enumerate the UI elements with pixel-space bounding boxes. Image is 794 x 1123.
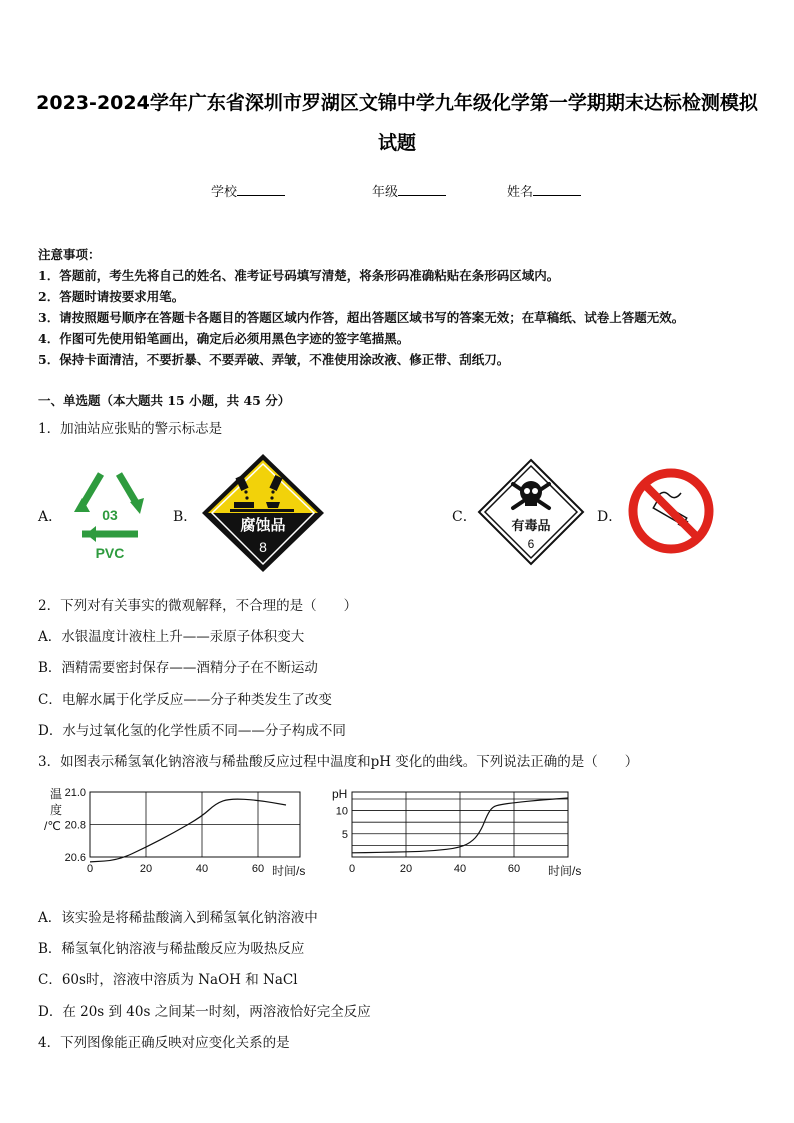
name-label: 姓名	[507, 185, 534, 200]
question-1-stem: 1．加油站应张贴的警示标志是	[38, 421, 223, 437]
q3-option-d[interactable]: D．在 20s 到 40s 之间某一时刻，两溶液恰好完全反应	[38, 1004, 371, 1020]
page-title: 2023-2024学年广东省深圳市罗湖区文锦中学九年级化学第一学期期末达标检测模拟	[36, 92, 758, 114]
note-item: 1．答题前，考生先将自己的姓名、准考证号码填写清楚，将条形码准确粘贴在条形码区域内。	[38, 268, 560, 283]
corrosive-class-number: 8	[259, 539, 267, 555]
chart1-ylabel-part: 温	[50, 787, 63, 801]
chart2-x-tick: 40	[453, 863, 467, 875]
toxic-label: 有毒品	[511, 518, 551, 533]
chart2-x-tick: 20	[399, 863, 413, 875]
q2-option-b[interactable]: B．酒精需要密封保存——酒精分子在不断运动	[38, 660, 318, 676]
chart2-x-tick: 60	[507, 863, 521, 875]
recycle-material: PVC	[95, 545, 125, 561]
chart1-y-tick: 20.8	[64, 819, 86, 832]
notes-heading: 注意事项：	[38, 247, 101, 262]
name-field[interactable]	[507, 181, 581, 200]
q3-option-a[interactable]: A．该实验是将稀盐酸滴入到稀氢氧化钠溶液中	[38, 910, 318, 926]
q3-option-c[interactable]: C．60s时，溶液中溶质为 NaOH 和 NaCl	[38, 972, 298, 988]
note-item: 3．请按照题号顺序在答题卡各题目的答题区域内作答，超出答题区域书写的答案无效；在草稿纸、试卷上答题无效。	[38, 310, 685, 325]
q3-option-b[interactable]: B．稀氢氧化钠溶液与稀盐酸反应为吸热反应	[38, 941, 305, 957]
q1-option-d-label: D．	[597, 509, 623, 525]
note-item: 5．保持卡面清洁，不要折暴、不要弄破、弄皱，不准使用涂改液、修正带、刮纸刀。	[38, 352, 510, 367]
chart2-y-tick: 10	[335, 805, 348, 818]
toxic-warning-sign	[477, 458, 585, 566]
note-item: 2．答题时请按要求用笔。	[38, 289, 185, 304]
chart1-xlabel: 时间/s	[272, 864, 306, 878]
temperature-chart	[38, 782, 320, 882]
note-item: 4．作图可先使用铅笔画出，确定后必须用黑色字迹的签字笔描黑。	[38, 331, 410, 346]
chart1-x-tick: 20	[139, 863, 153, 875]
school-field[interactable]	[211, 181, 285, 200]
ph-chart	[326, 782, 588, 882]
chart1-ylabel-part: 度	[50, 803, 63, 817]
chart1-y-tick: 20.6	[64, 852, 86, 864]
corrosive-label: 腐蚀品	[240, 517, 286, 534]
q2-option-c[interactable]: C．电解水属于化学反应——分子种类发生了改变	[38, 692, 332, 708]
recycle-arrows-icon	[82, 474, 138, 534]
corrosive-warning-sign	[200, 452, 326, 574]
chart2-ticks	[336, 806, 520, 875]
chart1-ylabel-part: /℃	[44, 819, 61, 833]
chart1-y-tick: 21.0	[64, 787, 86, 799]
school-label: 学校	[211, 185, 238, 200]
q1-option-b-label: B．	[173, 509, 198, 525]
q1-option-c-label: C．	[452, 509, 477, 525]
name-blank[interactable]	[533, 181, 581, 196]
q1-option-a-label: A．	[38, 509, 63, 525]
no-smoking-sign	[627, 467, 715, 555]
recycle-number: 03	[102, 507, 118, 523]
toxic-class-number: 6	[527, 537, 535, 551]
chart1-x-tick: 0	[86, 863, 94, 875]
recycle-pvc-symbol	[60, 462, 160, 566]
chart1-x-tick: 60	[251, 863, 265, 875]
grade-blank[interactable]	[398, 181, 446, 196]
chart2-y-tick: 5	[341, 828, 348, 841]
chart1-temperature-series	[90, 799, 286, 862]
section-heading: 一、单选题（本大题共 15 小题，共 45 分）	[38, 393, 291, 408]
question-2-stem: 2．下列对有关事实的微观解释，不合理的是（ ）	[38, 598, 358, 614]
chart2-x-tick: 0	[348, 863, 356, 875]
grade-label: 年级	[372, 185, 399, 200]
question-4-stem: 4．下列图像能正确反映对应变化关系的是	[38, 1035, 290, 1051]
q2-option-d[interactable]: D．水与过氧化氢的化学性质不同——分子构成不同	[38, 723, 346, 739]
page-title-continued: 试题	[377, 132, 416, 154]
grade-field[interactable]	[372, 181, 446, 200]
chart2-ylabel: pH	[332, 787, 348, 801]
q2-option-a[interactable]: A．水银温度计液柱上升——汞原子体积变大	[38, 629, 305, 645]
chart1-x-tick: 40	[195, 863, 209, 875]
school-blank[interactable]	[237, 181, 285, 196]
question-3-stem: 3．如图表示稀氢氧化钠溶液与稀盐酸反应过程中温度和pH 变化的曲线。下列说法正确的是（ ）	[38, 754, 639, 770]
chart2-xlabel: 时间/s	[548, 864, 582, 878]
